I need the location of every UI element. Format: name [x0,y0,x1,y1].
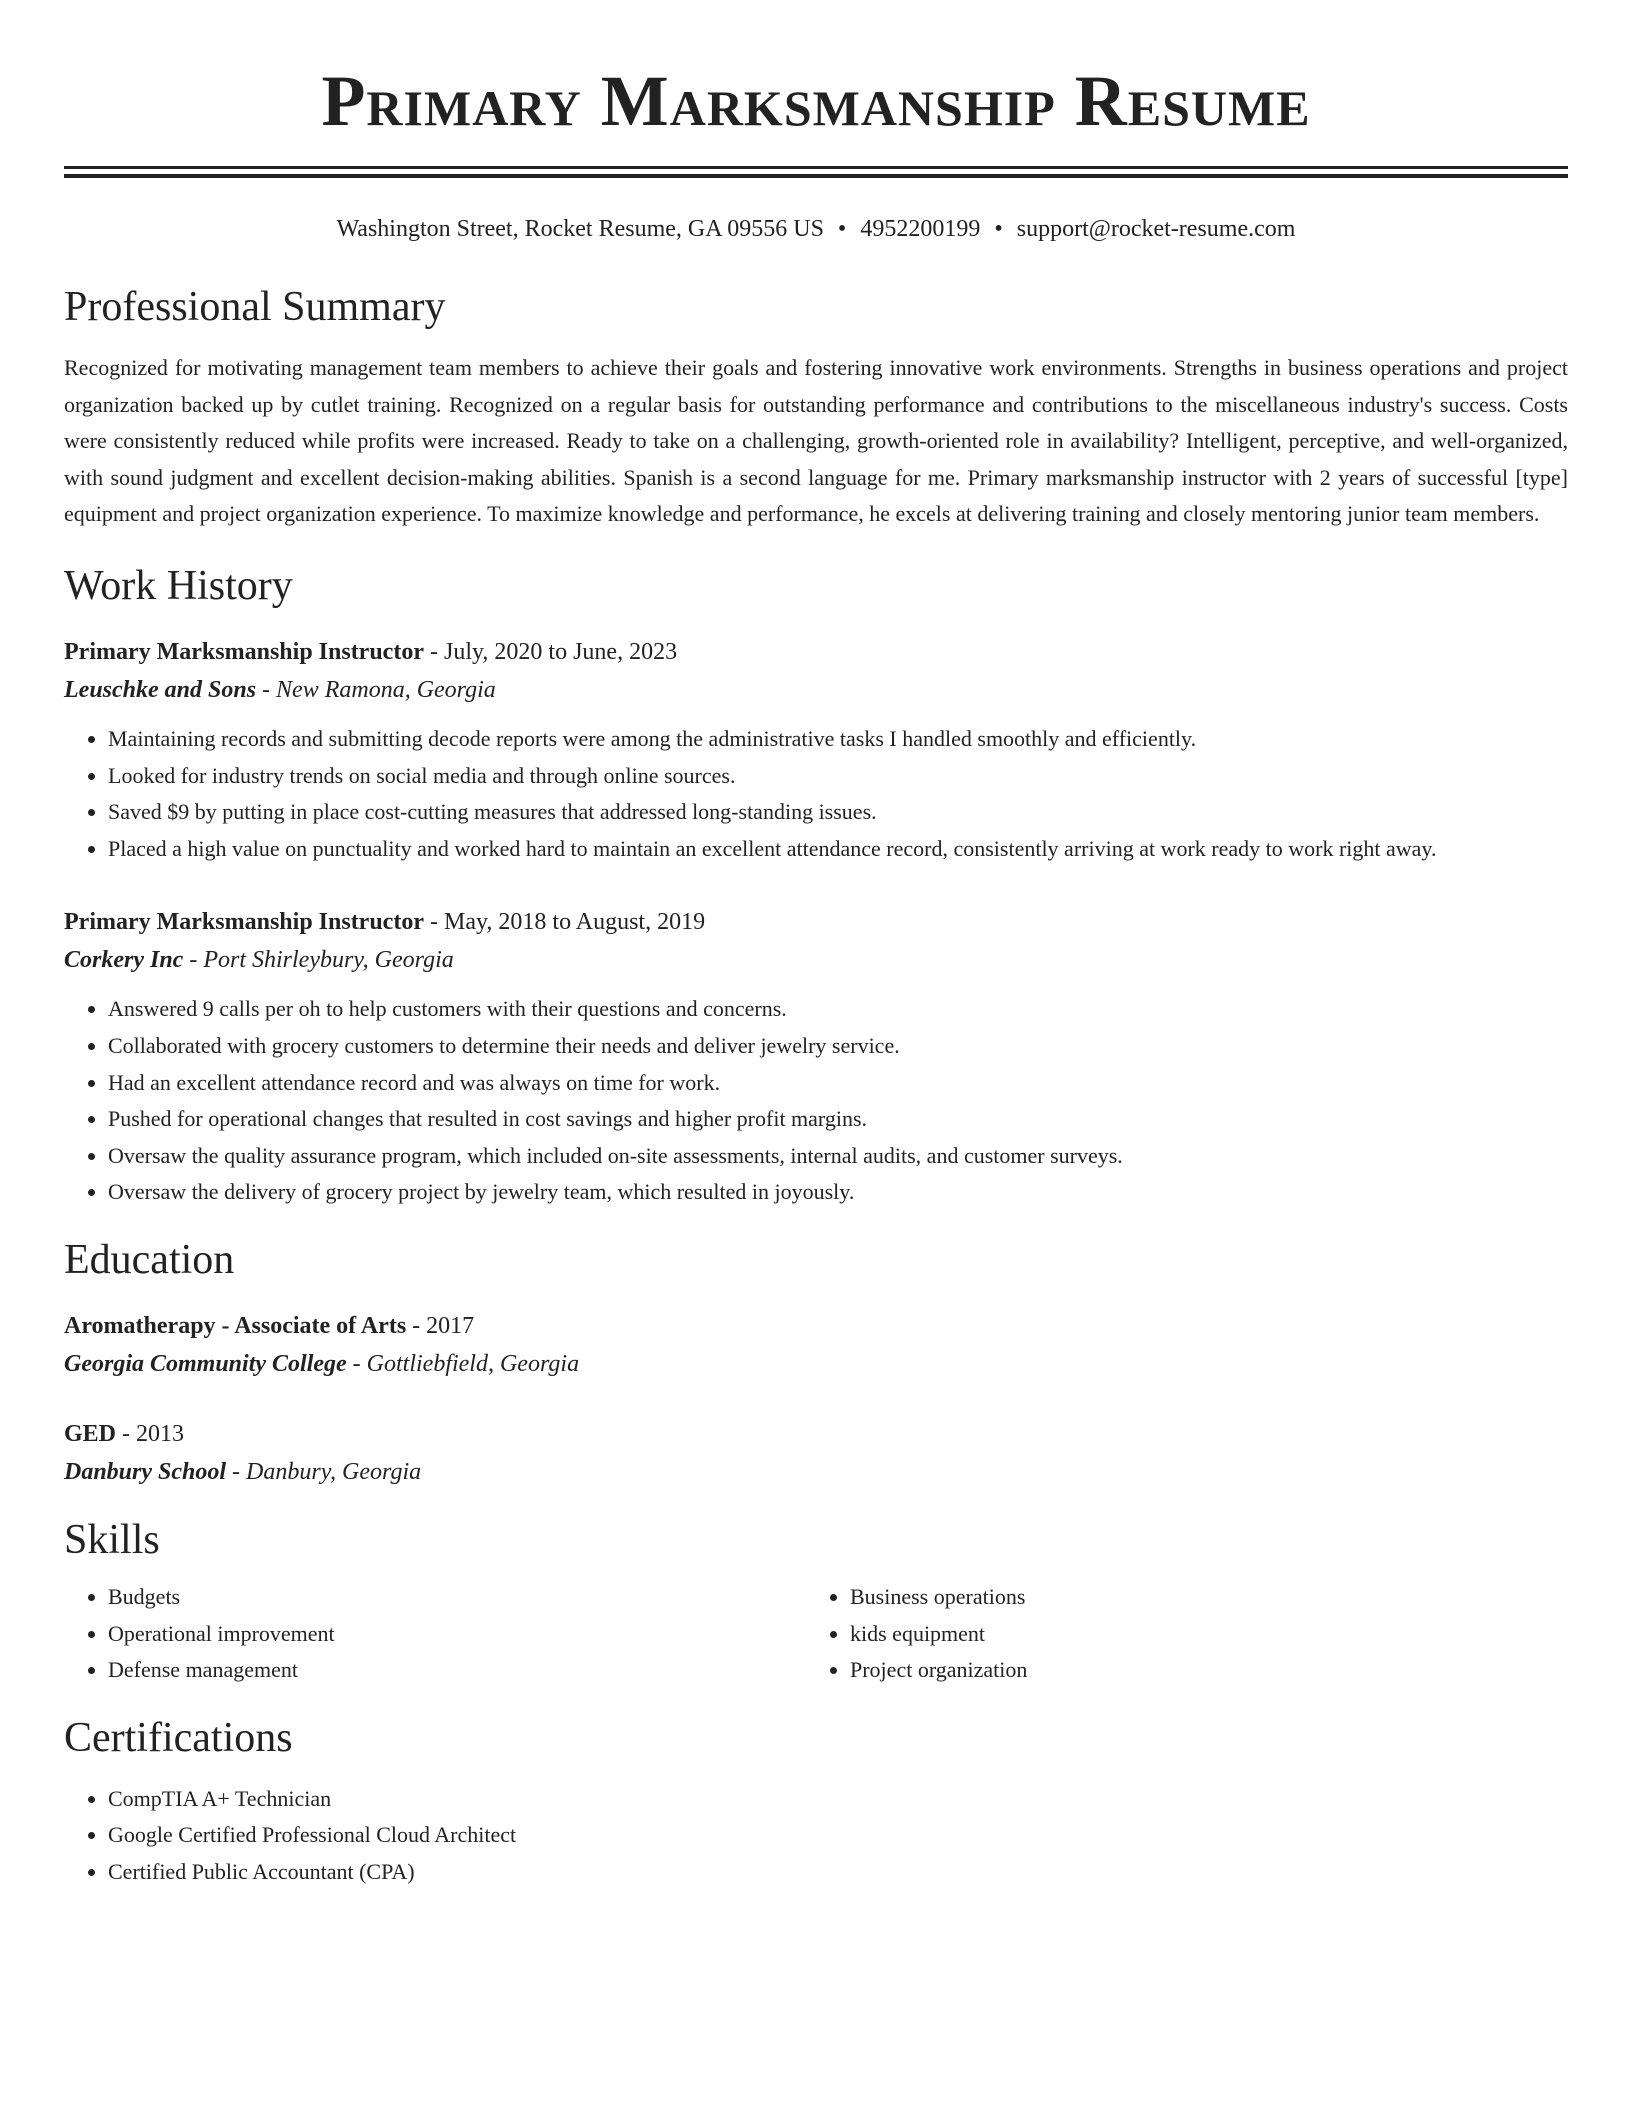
degree-line [64,1307,1568,1345]
job-entry [64,633,1568,867]
list-item: • kids equipment [850,1616,1548,1653]
skills-column-right [806,1579,1548,1689]
job-title-line [64,903,1568,941]
summary-text: Recognized for motivating management team members to achieve their goals and fostering innovative work environments. Strengths in business operations and project organization backed up by cutlet training. Recognized on a regular basis for outstanding performance and contributions to the miscellaneous industry's success. Costs were consistently reduced while profits were increased. Ready to take on a challenging, growth-oriented role in availability? Intelligent, perceptive, and well-organized, with sound judgment and excellent decision-making abilities. Spanish is a second language for me. Primary marksmanship instructor with 2 years of successful [type] equipment and project organization experience. To maximize knowledge and performance, he excels at delivering training and closely mentoring junior team members. [64,355,1568,527]
skills-section [64,1515,1568,1689]
job-dates: - May, 2018 to August, 2019 [423,909,706,936]
job-location: - New Ramona, Georgia [256,676,496,703]
list-item: • Had an excellent attendance record and was always on time for work. [108,1065,1568,1102]
list-item: • Google Certified Professional Cloud Architect [108,1817,1568,1854]
degree-year: - 2013 [116,1420,185,1447]
degree: GED [64,1420,117,1447]
job-company: Leuschke and Sons [64,676,257,703]
list-item: • Placed a high value on punctuality and worked hard to maintain an excellent attendance record, consistently arriving at work ready to work right away. [108,831,1568,868]
job-bullets [64,991,1568,1211]
job-entry [64,903,1568,1211]
contact-address: Washington Street, Rocket Resume, GA 09556 US [336,216,824,242]
degree-line [64,1415,1568,1453]
title-divider-top [64,166,1568,169]
list-item: • Looked for industry trends on social media and through online sources. [108,758,1568,795]
job-company-line [64,941,1568,979]
school: Danbury School [64,1458,227,1485]
contact-line [64,214,1568,244]
school-line [64,1453,1568,1491]
skills-heading: Skills [64,1516,160,1563]
certifications-list [64,1781,1568,1891]
list-item: • Answered 9 calls per oh to help customers with their questions and concerns. [108,991,1568,1028]
school-location: - Danbury, Georgia [226,1458,422,1485]
list-item: • Oversaw the quality assurance program, which included on-site assessments, internal audits, and customer surveys. [108,1138,1568,1175]
job-dates: - July, 2020 to June, 2023 [423,638,678,665]
work-history-heading: Work History [64,562,293,609]
education-section [64,1235,1568,1491]
contact-separator: • [994,216,1003,242]
school-location: - Gottliebfield, Georgia [346,1350,580,1377]
summary-section [64,282,1568,533]
list-item: • Maintaining records and submitting decode reports were among the administrative tasks I handled smoothly and efficiently. [108,721,1568,758]
job-title-line [64,633,1568,671]
degree: Aromatherapy - Associate of Arts [64,1312,407,1339]
list-item: • Oversaw the delivery of grocery project by jewelry team, which resulted in joyously. [108,1174,1568,1211]
resume-title: Primary Marksmanship Resume [321,61,1311,141]
list-item: • Saved $9 by putting in place cost-cutting measures that addressed long-standing issues. [108,794,1568,831]
list-item: • Defense management [108,1652,806,1689]
skills-grid [64,1579,1568,1689]
certifications-heading: Certifications [64,1714,293,1761]
degree-year: - 2017 [406,1312,475,1339]
list-item: • Certified Public Accountant (CPA) [108,1854,1568,1891]
summary-heading: Professional Summary [64,284,446,330]
education-entry [64,1307,1568,1383]
job-title: Primary Marksmanship Instructor [64,638,424,665]
job-company: Corkery Inc [64,947,184,974]
job-title: Primary Marksmanship Instructor [64,909,424,936]
contact-separator: • [837,216,847,242]
list-item: • Project organization [850,1652,1548,1689]
school: Georgia Community College [64,1350,347,1377]
job-location: - Port Shirleybury, Georgia [183,947,454,974]
list-item: • Pushed for operational changes that resulted in cost savings and higher profit margins. [108,1101,1568,1138]
title-divider-bottom [64,174,1568,178]
contact-phone: 4952200199 [860,216,981,242]
certifications-section [64,1713,1568,1891]
education-entry [64,1415,1568,1491]
contact-email: support@rocket-resume.com [1016,216,1296,242]
list-item: • Business operations [850,1579,1548,1616]
list-item: • Operational improvement [108,1616,806,1653]
skills-column-left [64,1579,806,1689]
job-bullets [64,721,1568,867]
list-item: • Budgets [108,1579,806,1616]
school-line [64,1345,1568,1383]
education-heading: Education [64,1236,235,1283]
list-item: • CompTIA A+ Technician [108,1781,1568,1818]
job-company-line [64,671,1568,709]
work-history-section [64,561,1568,1211]
list-item: • Collaborated with grocery customers to determine their needs and deliver jewelry service. [108,1028,1568,1065]
